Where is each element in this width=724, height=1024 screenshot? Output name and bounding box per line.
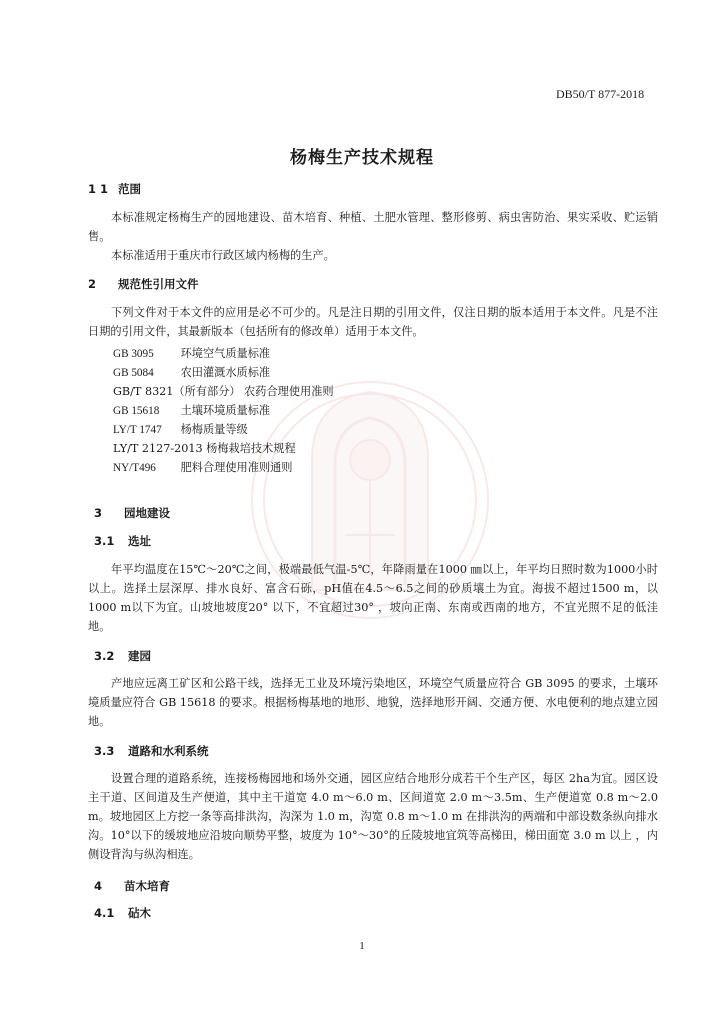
subsection-number: 3.1 [94,534,115,548]
page-number: 1 [359,940,365,952]
reference-code: LY/T 2127-2013 [113,442,203,455]
section-heading-3 [94,505,170,521]
section-number: 2 [88,277,97,291]
subsection-heading-3-1 [94,533,151,549]
section-heading-4 [94,878,170,894]
subsection-title: 建园 [128,649,151,663]
section-title: 园地建设 [124,506,170,520]
paragraph: 下列文件对于本文件的应用是必不可少的。凡是注日期的引用文件，仅注日期的版本适用于本文件。凡是不注日期的引用文件，其最新版本（包括所有的修改单）适用于本文件。 [88,306,658,338]
reference-item [113,459,292,475]
reference-name: 肥料合理使用准则通则 [180,461,293,474]
subsection-number: 4.1 [94,906,115,920]
reference-name: 农药合理使用准则 [244,385,334,398]
section-title: 苗木培育 [124,879,170,893]
reference-code: GB/T 8321（所有部分） [113,385,241,398]
section-heading-1 [88,181,141,197]
paragraph: 本标准规定杨梅生产的园地建设、苗木培育、种植、土肥水管理、整形修剪、病虫害防治、果实采收、贮运销售。 [88,211,658,243]
subsection-heading-4-1 [94,905,151,921]
subsection-title: 道路和水利系统 [128,744,209,758]
reference-name: 杨梅质量等级 [180,423,248,436]
reference-code: GB 5084 [113,367,154,379]
reference-item [113,402,270,418]
reference-code: GB 15618 [113,405,160,417]
subsection-title: 砧木 [128,906,151,920]
subsection-title: 选址 [128,534,151,548]
reference-item [113,383,334,399]
section-number: 4 [94,879,103,893]
reference-item [113,345,270,361]
reference-name: 环境空气质量标准 [180,347,271,360]
reference-item [113,440,296,456]
standard-code: DB50/T 877-2018 [556,87,645,101]
reference-item [113,421,248,437]
reference-code: GB 3095 [113,348,154,360]
reference-name: 土壤环境质量标准 [180,404,271,417]
subsection-number: 3.3 [94,744,115,758]
section-number: 1 1 [88,182,109,196]
paragraph: 本标准适用于重庆市行政区域内杨梅的生产。 [111,249,335,262]
section-title: 规范性引用文件 [118,277,199,291]
paragraph: 年平均温度在15℃～20℃之间，极端最低气温-5℃，年降雨量在1000 ㎜以上，年平均日照时数为1000小时以上。选择土层深厚、排水良好、富含石砾，pH值在4.5～6.5之间的砂质壤土为宜。海拔不超过1500 m，以1000 m以下为宜。山坡地坡度20° 以下，不宜超过30° ，坡向正南、东南或西南的地方，不宜光照不足的低洼地。 [88,563,658,633]
reference-item [113,364,270,380]
section-title: 范围 [118,182,141,196]
reference-code: NY/T496 [113,462,156,474]
subsection-heading-3-2 [94,648,151,664]
section-heading-2 [88,276,199,292]
paragraph: 设置合理的道路系统，连接杨梅园地和场外交通，园区应结合地形分成若干个生产区，每区 2ha为宜。园区设主干道、区间道及生产便道，其中主干道宽 4.0 m～6.0 m、区间道宽 2.0 m～3.5m、生产便道宽 0.8 m～2.0 m。坡地园区上方挖一条等高排洪沟，沟深为 1.0 m，沟宽 0.8 m～1.0 m 在排洪沟的两端和中部设数条纵向排水沟。10°以下的缓坡地应沿坡向顺势平整，坡度为 10°～30°的丘陵坡地宜筑等高梯田，梯田面宽 3.0 m 以上 ，内侧设背沟与纵沟相连。 [88,772,659,861]
reference-name: 农田灌溉水质标准 [180,366,271,379]
document-title: 杨梅生产技术规程 [290,148,434,168]
subsection-heading-3-3 [94,743,209,759]
section-number: 3 [94,506,103,520]
subsection-number: 3.2 [94,649,115,663]
paragraph: 产地应远离工矿区和公路干线，选择无工业及环境污染地区，环境空气质量应符合 GB 3095 的要求，土壤环境质量应符合 GB 15618 的要求。根据杨梅基地的地形、地貌，选择地形开阔、交通方便、水电便利的地点建立园地。 [88,677,658,728]
reference-name: 杨梅栽培技术规程 [206,442,296,455]
reference-code: LY/T 1747 [113,424,162,436]
